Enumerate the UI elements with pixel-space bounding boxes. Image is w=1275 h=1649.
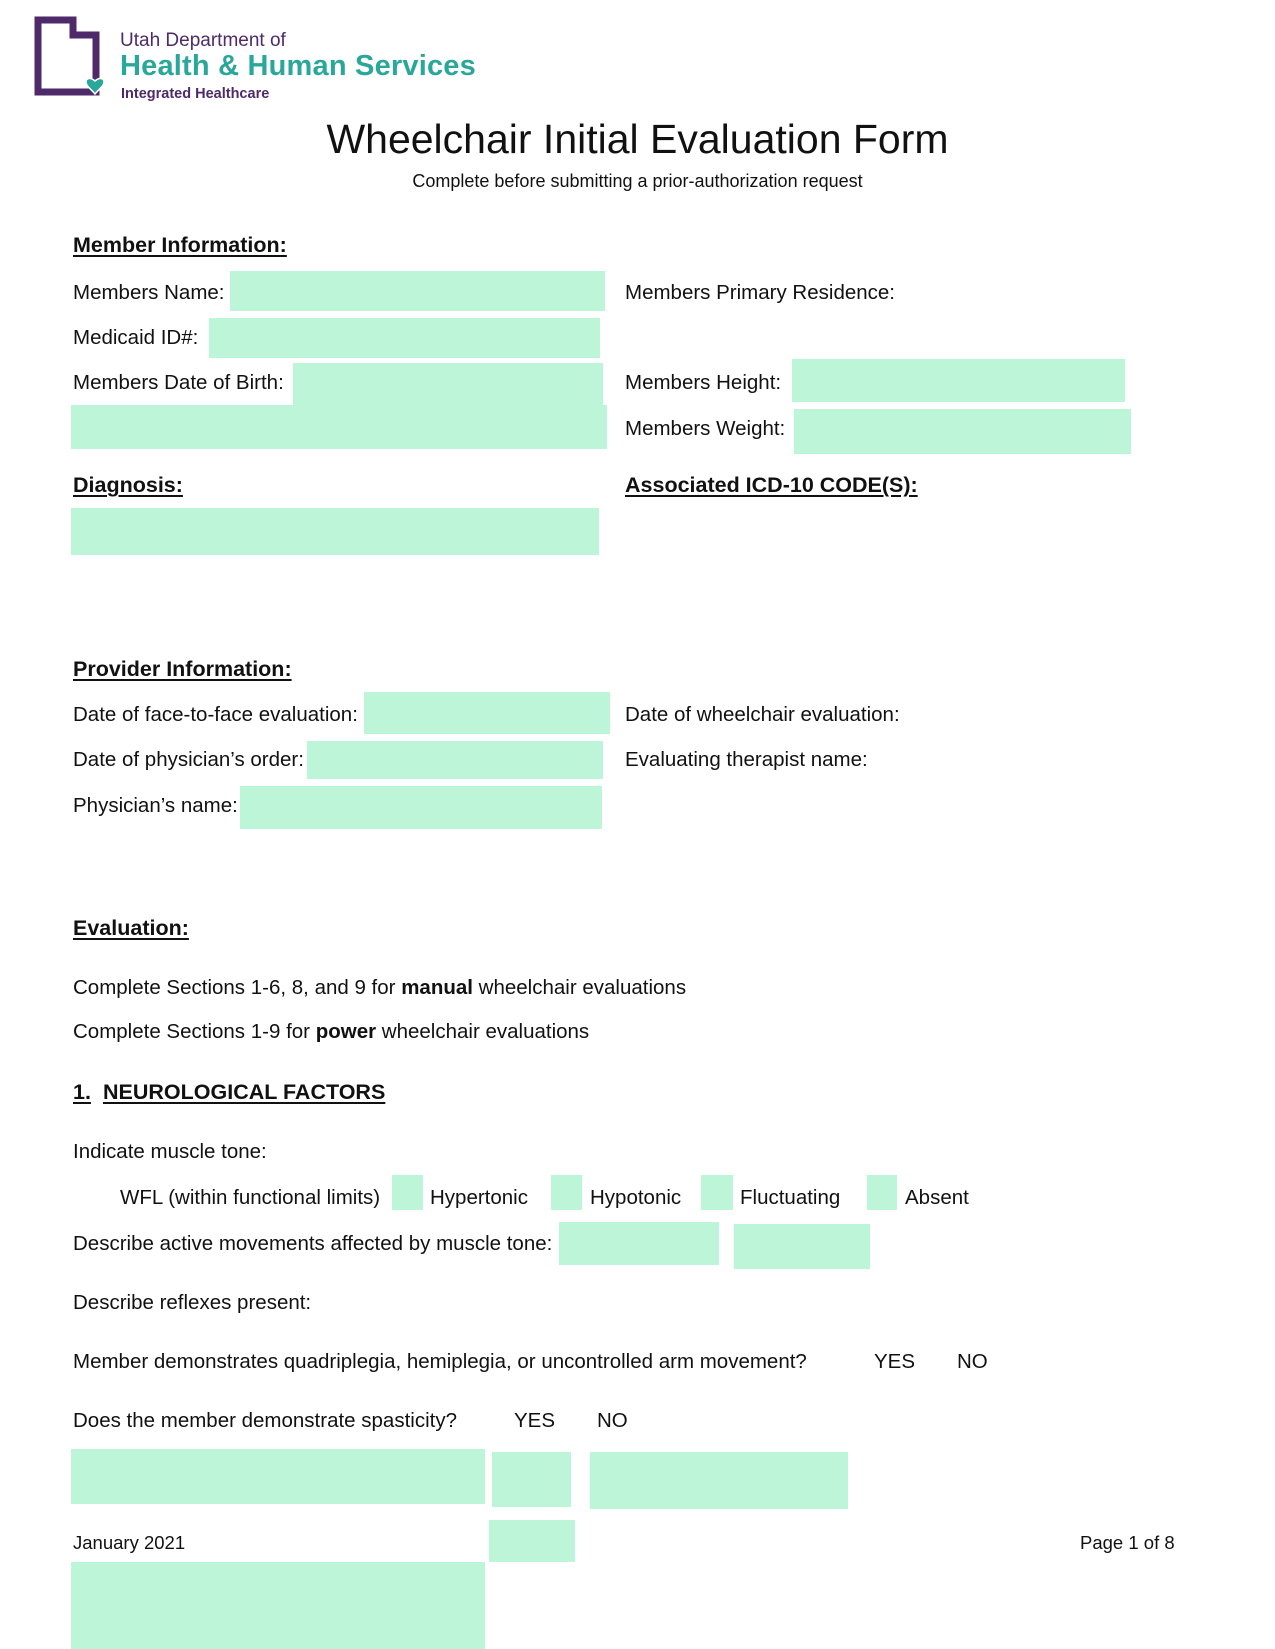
quadriplegia-yes-input[interactable] xyxy=(492,1452,571,1507)
wheelchair-eval-date-label: Date of wheelchair evaluation: xyxy=(625,703,900,726)
physician-order-date-label: Date of physician’s order: xyxy=(73,748,304,771)
members-height-label: Members Height: xyxy=(625,371,782,394)
quadriplegia-no-option[interactable]: NO xyxy=(957,1350,988,1373)
tone-hypertonic-checkbox[interactable] xyxy=(392,1175,423,1210)
footer-date: January 2021 xyxy=(73,1532,186,1553)
primary-residence-input[interactable] xyxy=(71,405,607,449)
tone-fluctuating-checkbox[interactable] xyxy=(701,1175,733,1210)
face-to-face-date-label: Date of face-to-face evaluation: xyxy=(73,703,358,726)
spasticity-no-option[interactable]: NO xyxy=(597,1409,628,1432)
members-weight-label: Members Weight: xyxy=(625,417,786,440)
tone-option-wfl-label: WFL (within functional limits) xyxy=(120,1186,381,1209)
date-of-birth-label: Members Date of Birth: xyxy=(73,371,284,394)
spasticity-detail-input[interactable] xyxy=(590,1452,848,1509)
page-title: Wheelchair Initial Evaluation Form xyxy=(326,116,949,162)
members-weight-input[interactable] xyxy=(794,409,1131,454)
logo-agency-name: Health & Human Services xyxy=(120,50,476,82)
active-movements-input[interactable] xyxy=(559,1222,719,1265)
spasticity-question: Does the member demonstrate spasticity? xyxy=(73,1409,457,1432)
physician-order-date-input[interactable] xyxy=(307,741,603,779)
power-emphasis: power xyxy=(315,1020,377,1043)
quadriplegia-question: Member demonstrates quadriplegia, hemiplegia, or uncontrolled arm movement? xyxy=(73,1350,807,1373)
section-1-heading: NEUROLOGICAL FACTORS xyxy=(103,1080,386,1104)
tone-hypotonic-checkbox[interactable] xyxy=(551,1175,582,1210)
members-height-input[interactable] xyxy=(792,359,1125,402)
evaluation-heading: Evaluation: xyxy=(73,916,189,940)
members-name-label: Members Name: xyxy=(73,281,225,304)
utah-state-logo-icon xyxy=(33,16,105,100)
reflexes-label: Describe reflexes present: xyxy=(73,1291,312,1314)
manual-emphasis: manual xyxy=(401,976,473,999)
spasticity-yes-option[interactable]: YES xyxy=(514,1409,556,1432)
diagnosis-heading: Diagnosis: xyxy=(73,473,183,497)
therapist-name-label: Evaluating therapist name: xyxy=(625,748,868,771)
logo-division-text: Integrated Healthcare xyxy=(121,86,270,102)
evaluation-instruction-manual-post: wheelchair evaluations xyxy=(472,976,687,999)
tone-absent-checkbox[interactable] xyxy=(867,1175,897,1210)
active-movements-label: Describe active movements affected by muscle tone: xyxy=(73,1232,553,1255)
logo-department-text: Utah Department of xyxy=(120,30,286,51)
date-of-birth-input[interactable] xyxy=(293,363,603,405)
face-to-face-date-input[interactable] xyxy=(364,692,610,734)
members-name-input[interactable] xyxy=(230,271,605,311)
wfl-tone-input[interactable] xyxy=(734,1224,870,1269)
tone-option-absent-label: Absent xyxy=(905,1186,969,1209)
physician-name-input[interactable] xyxy=(240,786,602,829)
member-information-heading: Member Information: xyxy=(73,233,287,257)
spasticity-description-input[interactable] xyxy=(71,1562,485,1649)
muscle-tone-label: Indicate muscle tone: xyxy=(73,1140,267,1163)
provider-information-heading: Provider Information: xyxy=(73,657,292,681)
tone-option-fluctuating-label: Fluctuating xyxy=(740,1186,841,1209)
evaluation-instruction-power-post: wheelchair evaluations xyxy=(376,1020,590,1043)
evaluation-instruction-manual xyxy=(73,976,686,1000)
section-1-number: 1. xyxy=(73,1080,91,1104)
footer-page-number: Page 1 of 8 xyxy=(1080,1532,1175,1553)
evaluation-instruction-power-pre: Complete Sections 1-9 for xyxy=(73,1020,316,1043)
quadriplegia-yes-option[interactable]: YES xyxy=(874,1350,916,1373)
primary-residence-label: Members Primary Residence: xyxy=(625,281,895,304)
physician-name-label: Physician’s name: xyxy=(73,794,238,817)
icd10-codes-heading: Associated ICD-10 CODE(S): xyxy=(625,473,918,497)
spasticity-yes-input[interactable] xyxy=(489,1520,575,1562)
diagnosis-input[interactable] xyxy=(71,508,599,555)
medicaid-id-input[interactable] xyxy=(209,318,600,358)
evaluation-instruction-manual-pre: Complete Sections 1-6, 8, and 9 for xyxy=(73,976,402,999)
reflexes-input[interactable] xyxy=(71,1449,485,1504)
tone-option-hypotonic-label: Hypotonic xyxy=(590,1186,682,1209)
medicaid-id-label: Medicaid ID#: xyxy=(73,326,199,349)
evaluation-instruction-power xyxy=(73,1020,589,1044)
page-subtitle: Complete before submitting a prior-authorization request xyxy=(412,171,863,191)
tone-option-hypertonic-label: Hypertonic xyxy=(430,1186,528,1209)
